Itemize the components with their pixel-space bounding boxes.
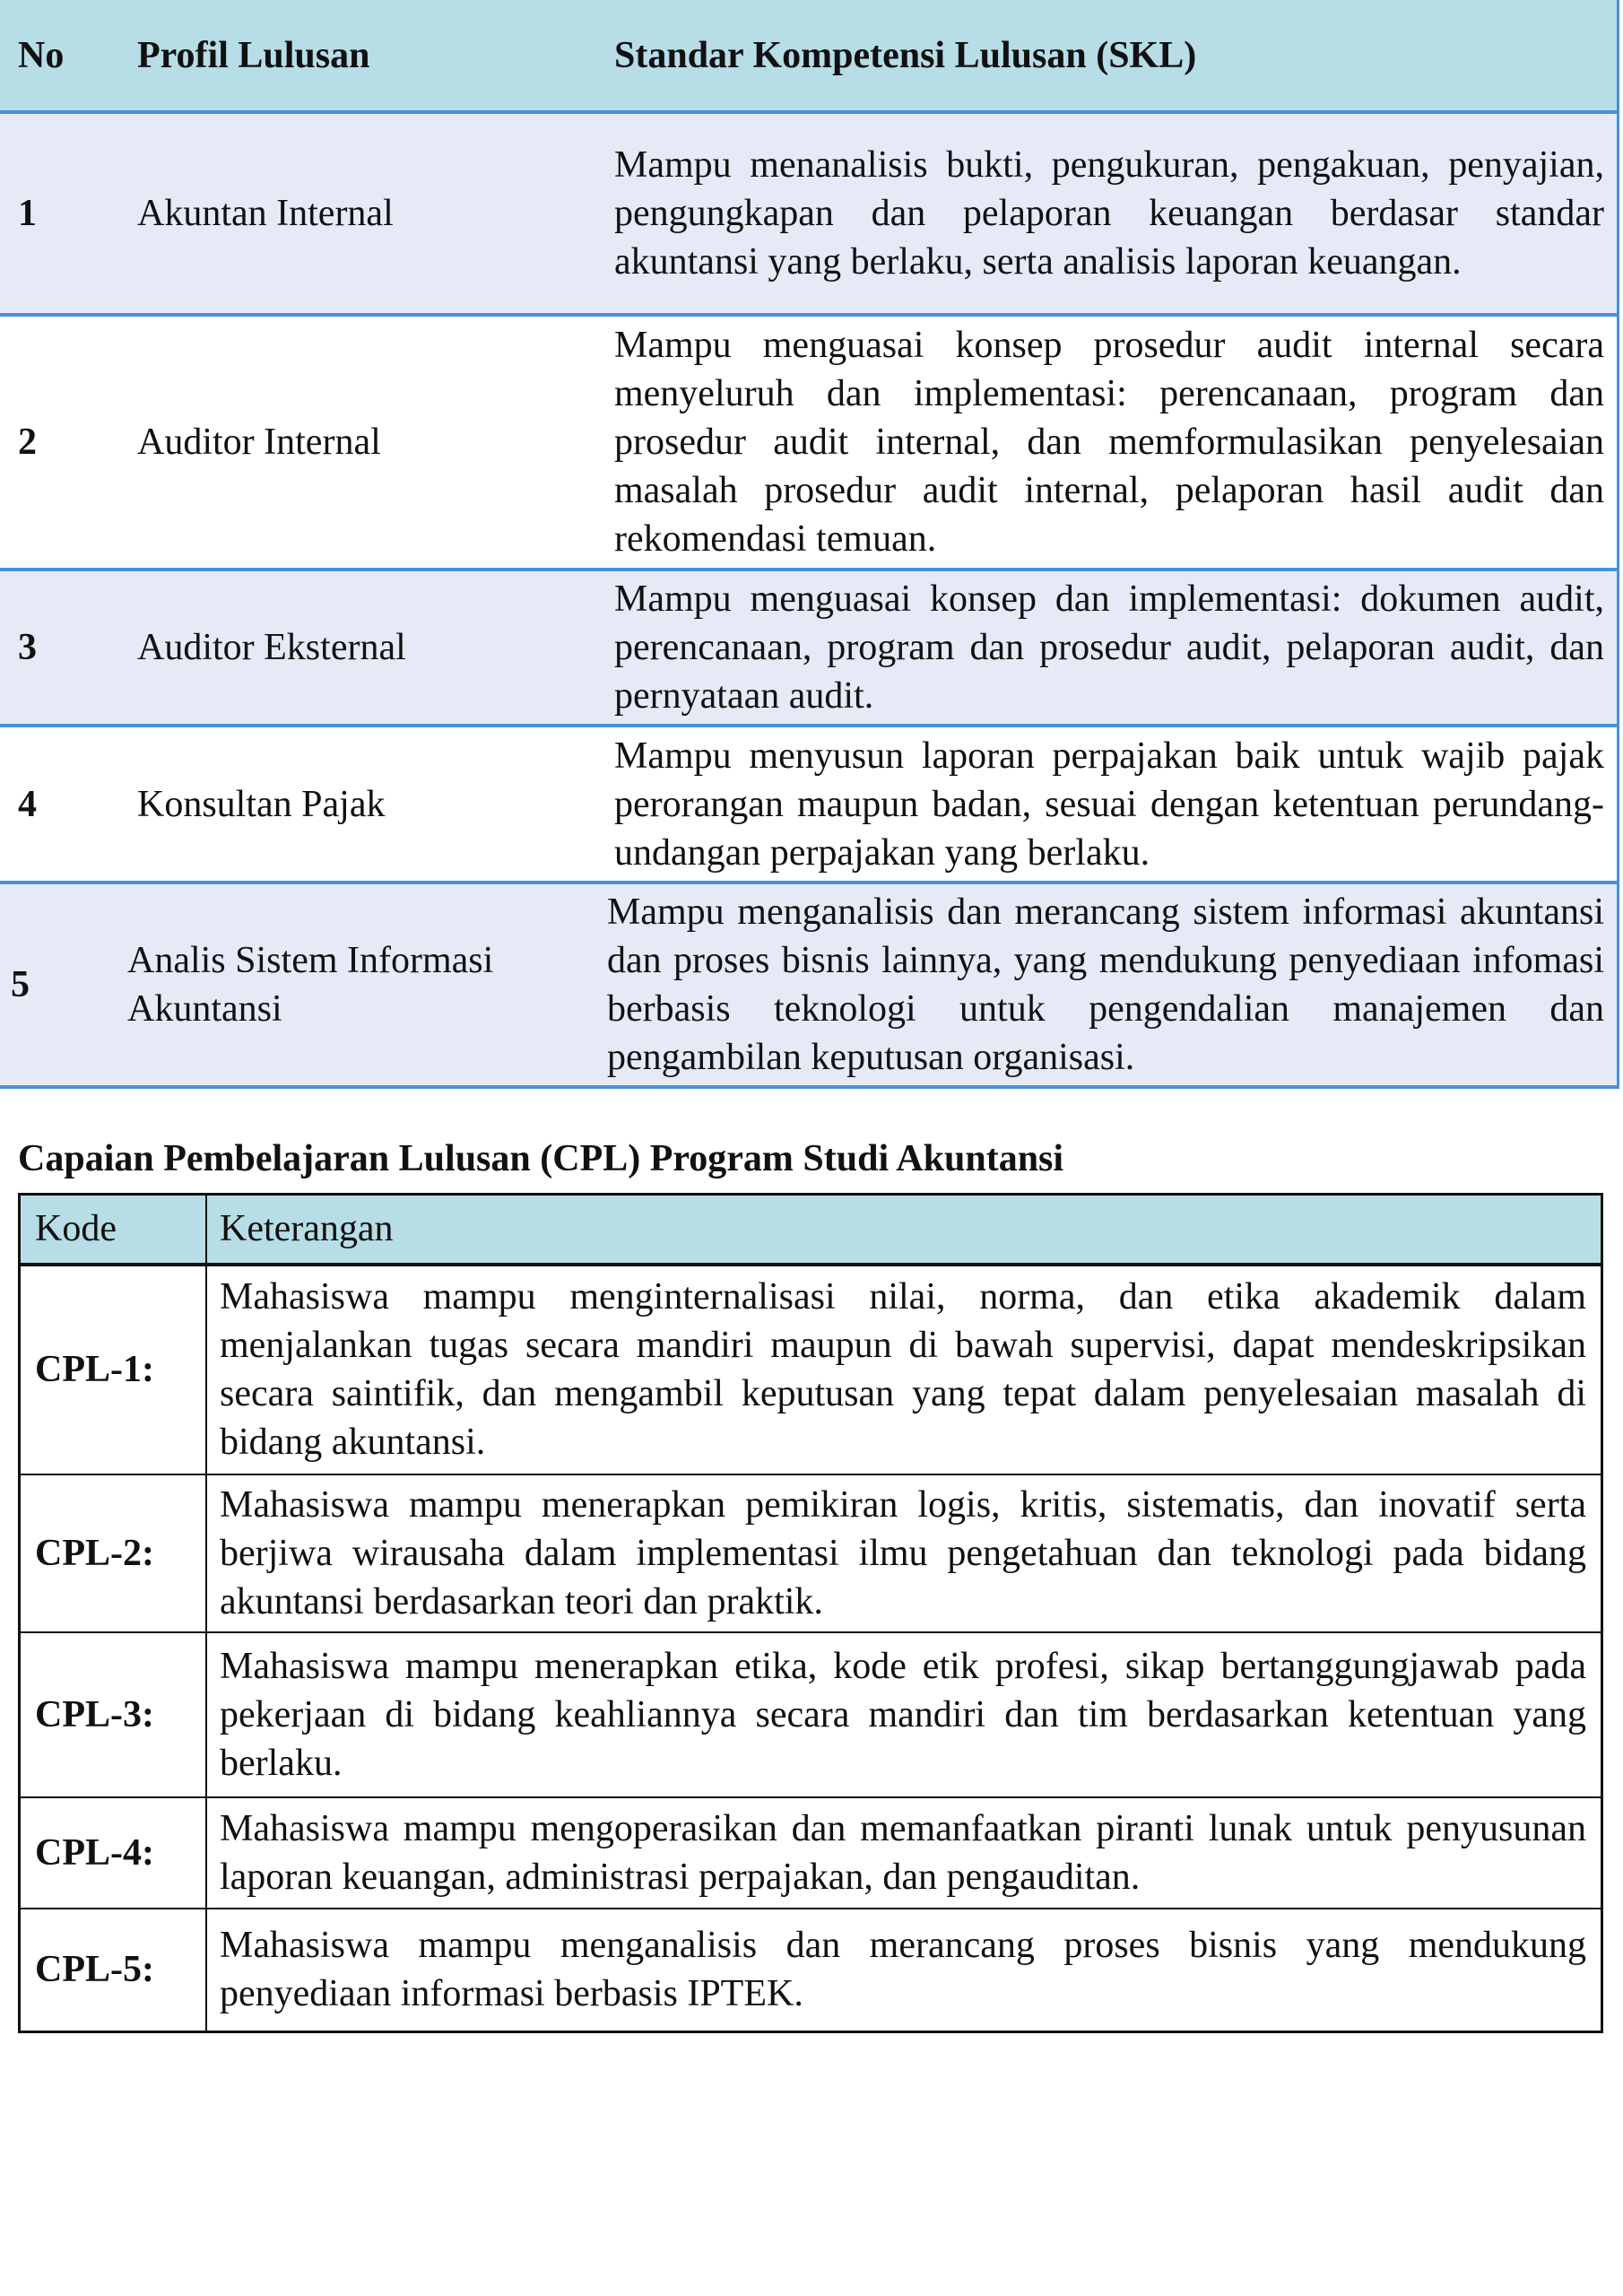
header-profil-lulusan: Profil Lulusan	[115, 0, 595, 112]
cpl-code: CPL-2:	[20, 1474, 207, 1632]
profil-lulusan: Konsultan Pajak	[137, 783, 386, 825]
cpl-description: Mahasiswa mampu menganalisis dan merancang proses bisnis yang mendukung penyediaan informasi berbasis IPTEK.	[206, 1909, 1602, 2032]
cpl-code: CPL-3:	[20, 1632, 207, 1797]
table-row	[0, 570, 1619, 726]
cpl-code: CPL-1:	[20, 1265, 207, 1474]
skl-description: Mampu menyusun laporan perpajakan baik untuk wajib pajak perorangan maupun badan, sesuai dengan ketentuan perundang-undangan perpajakan yang berlaku.	[595, 726, 1619, 883]
profil-lulusan: Auditor Internal	[137, 422, 381, 463]
skl-description: Mampu menganalisis dan merancang sistem informasi akuntansi dan proses bisnis lainnya, yang mendukung penyediaan infomasi berbasis teknologi untuk pengendalian manajemen dan pengambilan keputusan organisasi.	[595, 883, 1619, 1087]
table-row	[0, 726, 1619, 883]
skl-description: Mampu menguasai konsep dan implementasi: dokumen audit, perencanaan, program dan prosedur audit, pelaporan audit, dan pernyataan audit.	[595, 570, 1619, 726]
profil-lulusan: Auditor Eksternal	[137, 627, 406, 668]
table-row	[20, 1265, 1602, 1474]
cpl-code: CPL-4:	[20, 1797, 207, 1909]
cpl-description: Mahasiswa mampu menginternalisasi nilai, norma, dan etika akademik dalam menjalankan tugas secara mandiri maupun di bawah supervisi, dapat mendeskripsikan secara saintifik, dan mengambil keputusan yang tepat dalam penyelesaian masalah di bidang akuntansi.	[206, 1265, 1602, 1474]
row-number: 4	[18, 783, 37, 825]
table-row	[20, 1474, 1602, 1632]
header-keterangan: Keterangan	[206, 1195, 1602, 1265]
skl-table-header	[0, 0, 1619, 112]
header-kode: Kode	[20, 1195, 207, 1265]
profil-lulusan: Analis Sistem Informasi Akuntansi	[127, 940, 494, 1030]
table-row	[0, 883, 1619, 1087]
cpl-description: Mahasiswa mampu mengoperasikan dan memanfaatkan piranti lunak untuk penyusunan laporan keuangan, administrasi perpajakan, dan pengauditan.	[206, 1797, 1602, 1909]
row-number: 1	[18, 193, 37, 234]
header-no: No	[0, 0, 115, 112]
profil-lulusan: Akuntan Internal	[137, 193, 394, 234]
cpl-section-title: Capaian Pembelajaran Lulusan (CPL) Program Studi Akuntansi	[18, 1138, 1064, 1179]
cpl-description: Mahasiswa mampu menerapkan etika, kode etik profesi, sikap bertanggungjawab pada pekerjaan di bidang keahliannya secara mandiri dan tim berdasarkan ketentuan yang berlaku.	[206, 1632, 1602, 1797]
skl-description: Mampu menguasai konsep prosedur audit internal secara menyeluruh dan implementasi: perencanaan, program dan prosedur audit internal, dan memformulasikan penyelesaian masalah prosedur audit internal, pelaporan hasil audit dan rekomendasi temuan.	[595, 315, 1619, 570]
table-row	[20, 1632, 1602, 1797]
skl-table	[0, 0, 1619, 1089]
row-number: 5	[11, 964, 30, 1005]
cpl-table	[18, 1193, 1603, 2033]
cpl-description: Mahasiswa mampu menerapkan pemikiran logis, kritis, sistematis, dan inovatif serta berjiwa wirausaha dalam implementasi ilmu pengetahuan dan teknologi pada bidang akuntansi berdasarkan teori dan praktik.	[206, 1474, 1602, 1632]
row-number: 3	[18, 627, 37, 668]
table-row	[20, 1909, 1602, 2032]
cpl-table-header	[20, 1195, 1602, 1265]
table-row	[20, 1797, 1602, 1909]
table-row	[0, 315, 1619, 570]
cpl-code: CPL-5:	[20, 1909, 207, 2032]
header-skl: Standar Kompetensi Lulusan (SKL)	[595, 0, 1619, 112]
row-number: 2	[18, 422, 37, 463]
skl-description: Mampu menanalisis bukti, pengukuran, pengakuan, penyajian, pengungkapan dan pelaporan keuangan berdasar standar akuntansi yang berlaku, serta analisis laporan keuangan.	[595, 112, 1619, 315]
table-row	[0, 112, 1619, 315]
